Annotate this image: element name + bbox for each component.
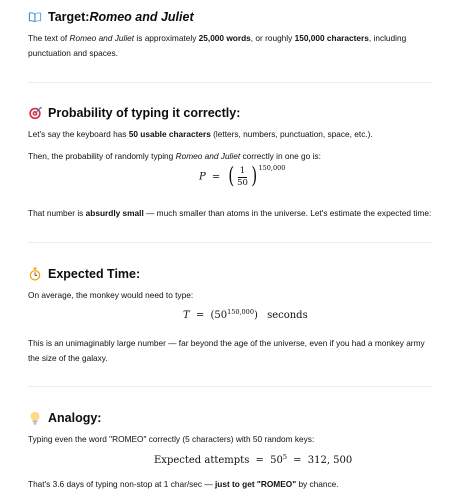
italic-title: Romeo and Juliet	[69, 33, 135, 43]
eq-close-paren: )	[253, 310, 258, 321]
bold-romeo-phrase: just to get "ROMEO"	[214, 479, 297, 489]
text-run: , or roughly	[250, 33, 295, 43]
bold-word-count: 25,000 words	[198, 33, 251, 43]
light-bulb-icon	[28, 411, 42, 425]
bold-char-count: 150,000 characters	[294, 33, 369, 43]
expected-time-heading-text: Expected Time:	[48, 267, 141, 281]
eq-base: 50	[270, 455, 283, 466]
analogy-equation	[154, 455, 352, 466]
target-heading	[28, 10, 194, 24]
text-run: This is an unimaginably large number — far beyond the age of the universe, even if you had a monkey army the size of the galaxy.	[28, 338, 425, 363]
text-run: The text of	[28, 33, 70, 43]
eq-open-paren: (	[210, 310, 215, 321]
text-run: (letters, numbers, punctuation, space, etc.).	[210, 129, 373, 139]
text-run: Typing even the word "ROMEO" correctly (5 characters) with 50 random keys:	[28, 434, 315, 444]
eq-exponent: 150,000	[258, 164, 286, 172]
eq-exponent: 150,000	[227, 308, 254, 316]
section-divider	[28, 82, 432, 83]
eq-base: 50	[214, 310, 228, 321]
analogy-heading-text: Analogy:	[48, 411, 102, 425]
eq-numerator: 1	[239, 165, 246, 176]
analogy-heading	[28, 411, 101, 425]
text-run: Let's say the keyboard has	[28, 129, 129, 139]
target-heading-prefix: Target:	[48, 10, 90, 24]
eq-unit: seconds	[267, 310, 308, 321]
probability-paragraph-1	[28, 127, 438, 142]
text-run: , including punctuation and spaces.	[28, 33, 407, 58]
eq-open-paren: (	[227, 164, 234, 189]
probability-equation	[199, 166, 285, 188]
expected-time-paragraph-2	[28, 336, 438, 365]
text-run: by chance.	[296, 479, 339, 489]
probability-heading	[28, 106, 240, 120]
eq-denominator: 50	[237, 177, 248, 188]
eq-exponent: 5	[282, 453, 287, 461]
eq-equals: =	[255, 455, 264, 466]
probability-heading-text: Probability of typing it correctly:	[48, 106, 241, 120]
expected-time-equation	[183, 310, 308, 321]
probability-paragraph-2	[28, 149, 438, 164]
text-run: That number is	[28, 208, 86, 218]
text-run: On average, the monkey would need to type:	[28, 290, 194, 300]
target-heading-title: Romeo and Juliet	[89, 10, 194, 24]
eq-close-paren: )	[251, 164, 258, 189]
eq-variable-p: P	[199, 171, 206, 183]
eq-variable-t: T	[183, 310, 190, 321]
analogy-paragraph-1	[28, 432, 438, 447]
expected-time-heading	[28, 267, 140, 281]
open-book-icon	[28, 10, 42, 24]
eq-result: 312, 500	[307, 455, 353, 466]
text-run: is approximately	[134, 33, 199, 43]
text-run: correctly in one go is:	[240, 151, 321, 161]
eq-equals: =	[211, 171, 221, 183]
section-divider	[28, 242, 432, 243]
analogy-paragraph-2	[28, 477, 438, 492]
probability-paragraph-3	[28, 206, 438, 221]
eq-equals: =	[195, 310, 205, 321]
expected-time-paragraph-1	[28, 288, 438, 303]
target-paragraph	[28, 31, 438, 60]
text-run: That's 3.6 days of typing non-stop at 1 char/sec —	[28, 479, 215, 489]
text-run: Then, the probability of randomly typing	[28, 151, 176, 161]
bold-key-count: 50 usable characters	[128, 129, 211, 139]
text-run: — much smaller than atoms in the universe. Let's estimate the expected time:	[143, 208, 432, 218]
stopwatch-icon	[28, 267, 42, 281]
direct-hit-icon	[28, 106, 42, 120]
italic-title: Romeo and Juliet	[175, 151, 241, 161]
eq-label: Expected attempts	[154, 455, 250, 466]
bold-absurdly-small: absurdly small	[85, 208, 144, 218]
eq-equals: =	[293, 455, 302, 466]
eq-fraction	[235, 167, 250, 188]
section-divider	[28, 386, 432, 387]
